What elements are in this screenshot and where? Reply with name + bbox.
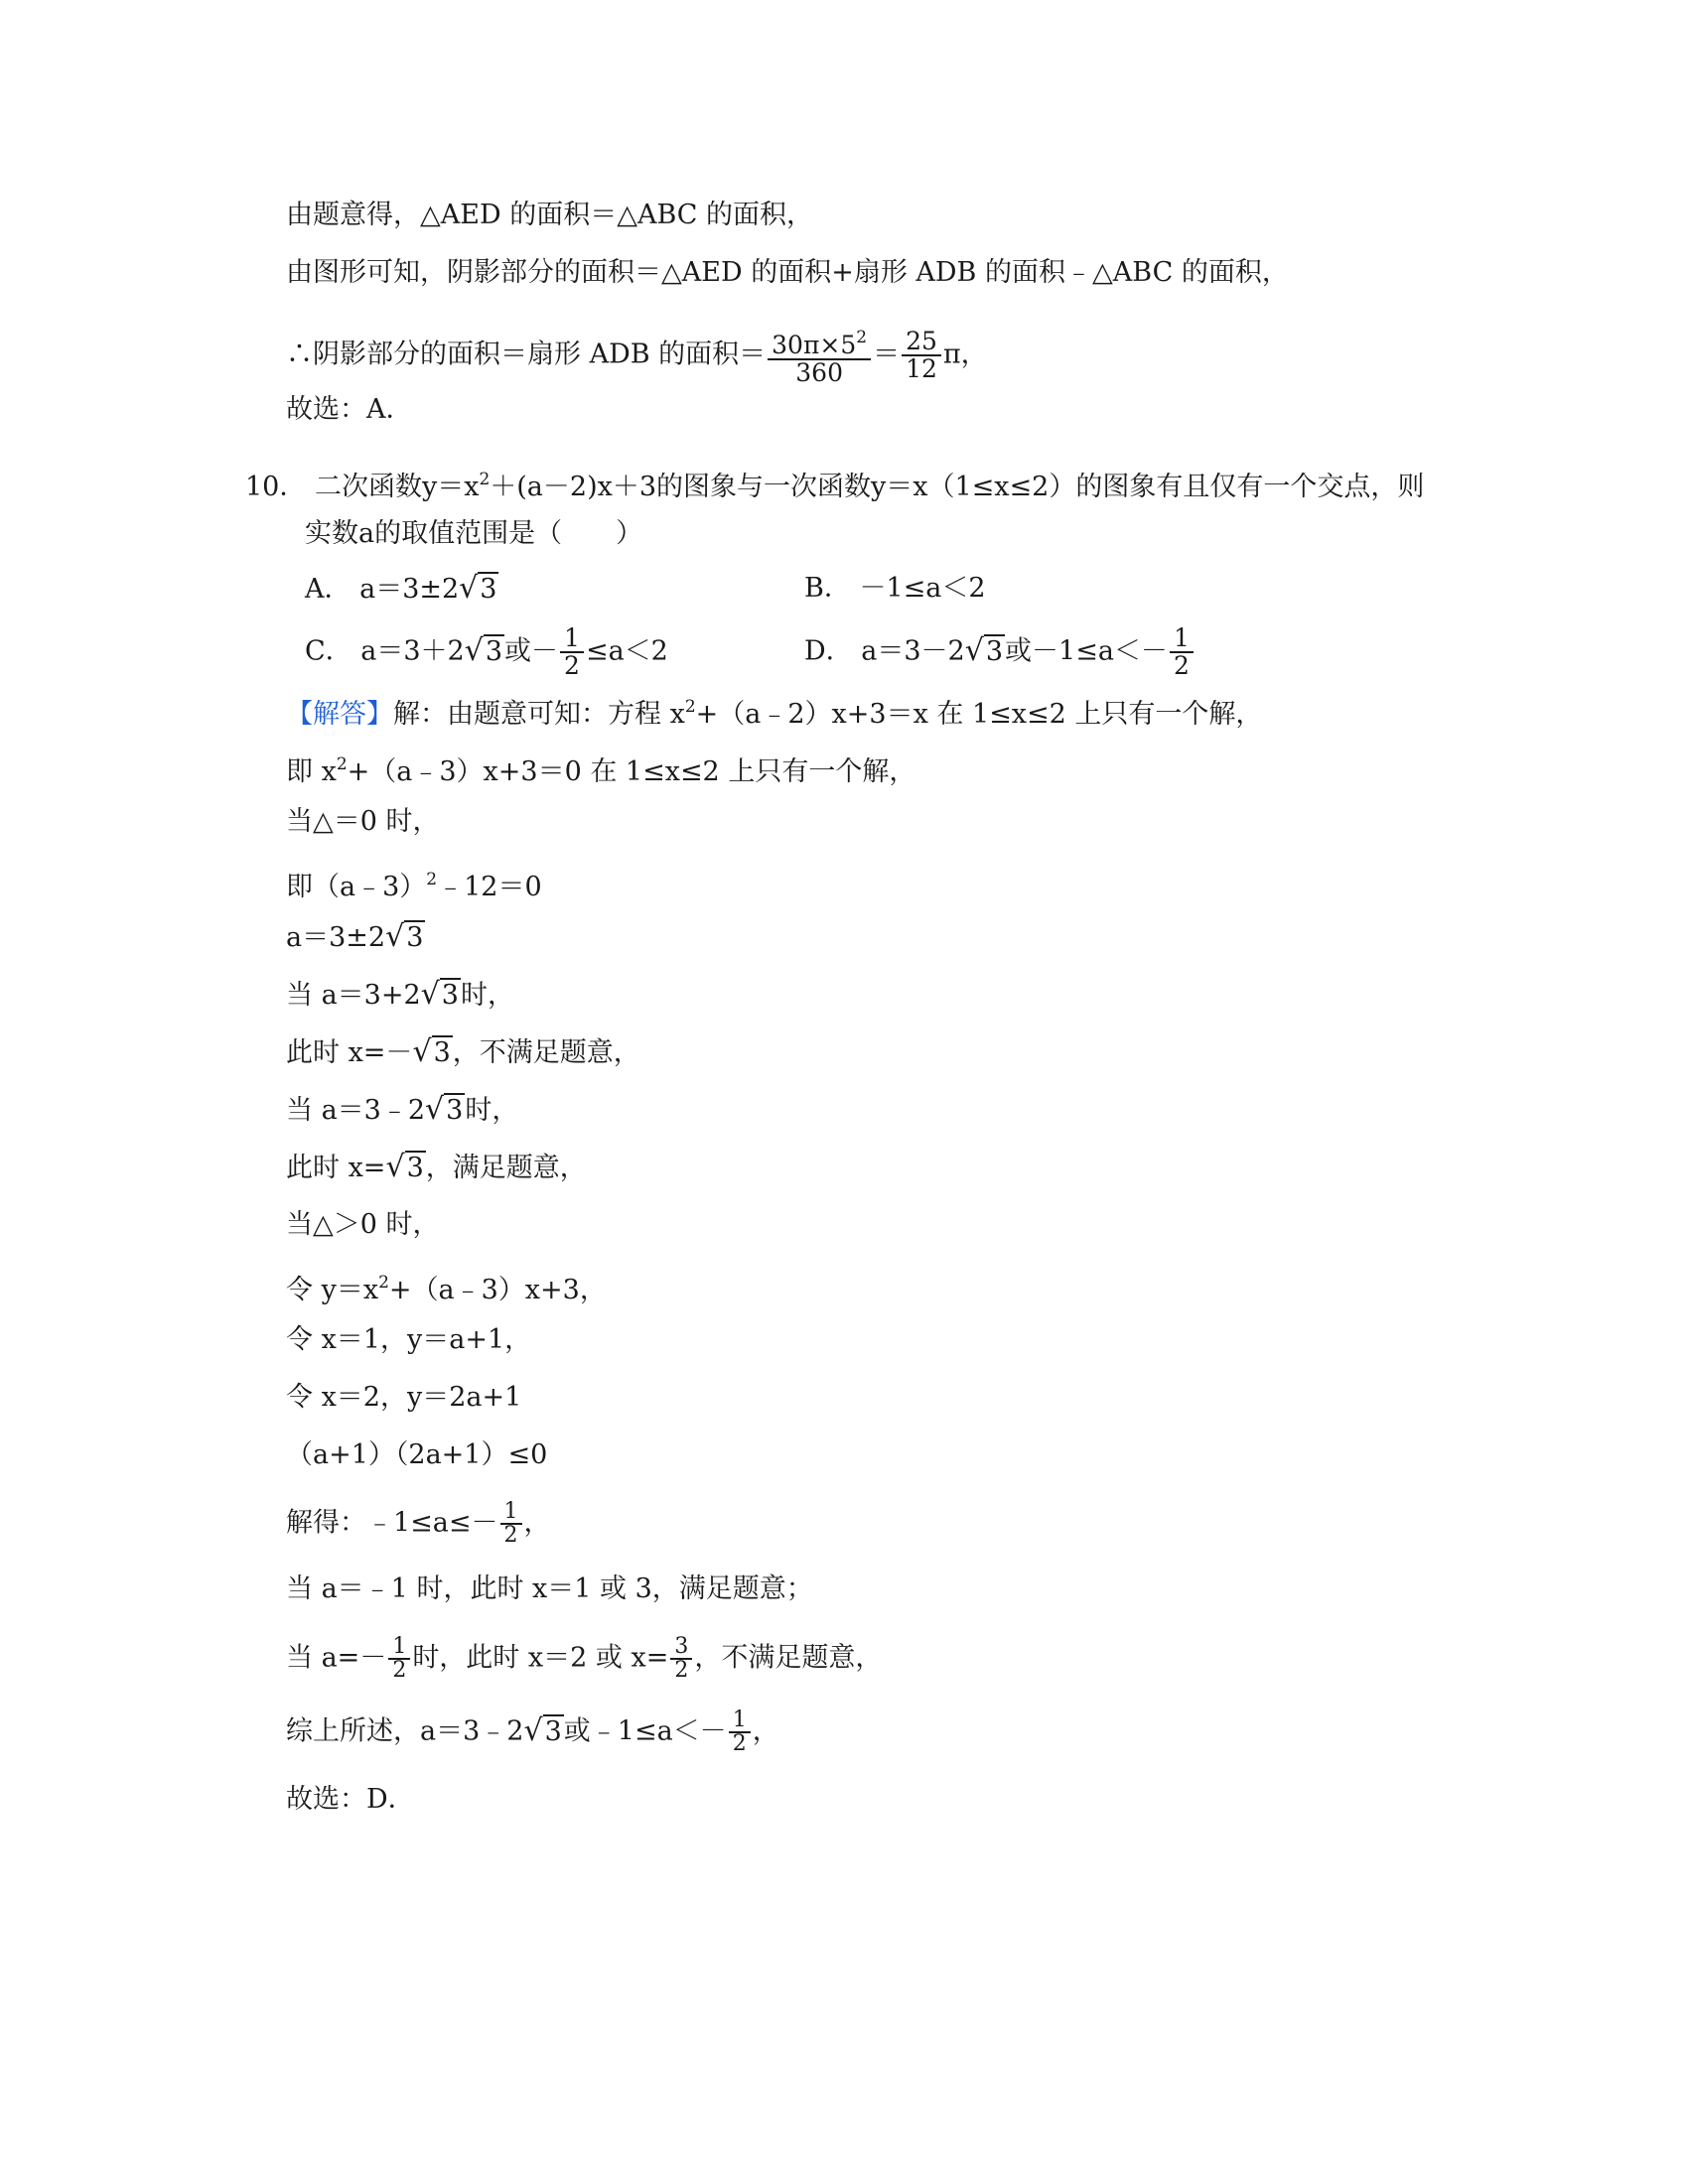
answer-line-1-part-b: +（a﹣2）x+3＝x 在 1≤x≤2 上只有一个解， xyxy=(695,699,1263,730)
prev-solution-line-2 xyxy=(286,253,1289,293)
answer-line-4-exponent: 2 xyxy=(426,870,438,889)
prev-solution-line-4 xyxy=(286,390,413,430)
result-fraction-denominator: 12 xyxy=(906,354,937,383)
answer-line-9 xyxy=(286,1148,587,1188)
option-d-fraction-numerator: 1 xyxy=(1170,625,1194,653)
question-stem-line-1 xyxy=(245,460,1424,507)
answer-line-15-part-b: ， xyxy=(523,1507,551,1539)
question-stem-line-2 xyxy=(305,514,642,554)
option-d xyxy=(804,625,1196,679)
answer-line-12-text: 令 x＝1，y＝a+1， xyxy=(286,1324,532,1355)
option-d-radicand: 3 xyxy=(985,635,1004,667)
option-a-label: A． xyxy=(305,574,352,605)
option-c-mid: 或－ xyxy=(504,635,559,667)
answer-line-8-part-b: 时， xyxy=(465,1095,519,1126)
answer-line-4 xyxy=(286,860,542,907)
answer-line-17-fraction-1 xyxy=(388,1636,410,1682)
answer-line-18-part-c: ， xyxy=(752,1715,779,1747)
answer-line-7-radicand: 3 xyxy=(433,1037,451,1068)
answer-line-18-fraction xyxy=(729,1709,751,1755)
prev-line-2-text: 由图形可知，阴影部分的面积＝△AED 的面积+扇形 ADB 的面积﹣△ABC 的面积， xyxy=(286,257,1289,288)
answer-line-15-part-a: 解得：﹣1≤a≤－ xyxy=(286,1507,498,1539)
option-b xyxy=(804,569,986,609)
result-fraction-numerator: 25 xyxy=(902,329,941,356)
question-stem-line-2-text: 实数a的取值范围是（ ） xyxy=(305,518,643,549)
answer-line-17-fraction-2 xyxy=(670,1636,692,1682)
question-number: 10． xyxy=(245,472,307,502)
option-c-label: C． xyxy=(305,635,352,667)
answer-line-2-part-b: +（a﹣3）x+3＝0 在 1≤x≤2 上只有一个解， xyxy=(347,756,916,787)
answer-line-7-part-b: ，不满足题意， xyxy=(452,1037,640,1068)
question-stem-part-1: 二次函数y＝x xyxy=(314,472,480,502)
answer-line-18 xyxy=(286,1709,779,1755)
equals-sign: ＝ xyxy=(873,339,901,370)
answer-line-8-radicand: 3 xyxy=(446,1095,464,1126)
area-fraction xyxy=(768,325,871,386)
answer-line-6-radicand: 3 xyxy=(441,980,459,1011)
area-fraction-denominator: 360 xyxy=(795,358,843,387)
answer-line-2-part-a: 即 x xyxy=(286,756,337,787)
answer-line-17-part-b: 时，此时 x＝2 或 x= xyxy=(412,1642,669,1674)
answer-line-14 xyxy=(286,1435,547,1475)
answer-line-8-sqrt: √3 xyxy=(425,1092,464,1127)
answer-line-9-sqrt: √3 xyxy=(385,1150,424,1184)
answer-line-17-part-a: 当 a=－ xyxy=(286,1642,387,1674)
answer-line-17-fraction-1-denominator: 2 xyxy=(392,1658,407,1683)
option-c-sqrt: √3 xyxy=(464,632,503,668)
answer-line-12 xyxy=(286,1320,531,1360)
prev-line-1-text: 由题意得，△AED 的面积＝△ABC 的面积， xyxy=(286,200,814,230)
option-c xyxy=(305,625,668,679)
answer-line-13-text: 令 x＝2，y＝2a+1 xyxy=(286,1382,522,1413)
prev-line-3-prefix: ∴阴影部分的面积＝扇形 ADB 的面积＝ xyxy=(286,339,767,370)
question-stem-part-2: ＋(a－2)x＋3的图象与一次函数y＝x（1≤x≤2）的图象有且仅有一个交点，则 xyxy=(490,472,1425,502)
answer-line-9-part-b: ，满足题意， xyxy=(425,1153,587,1183)
answer-line-6-part-a: 当 a＝3+2 xyxy=(286,980,421,1011)
answer-line-17-fraction-2-numerator: 3 xyxy=(670,1636,692,1660)
answer-line-16-text: 当 a＝﹣1 时，此时 x＝1 或 3，满足题意； xyxy=(286,1573,813,1604)
answer-line-10-text: 当△＞0 时， xyxy=(286,1209,440,1240)
option-c-prefix: a＝3＋2 xyxy=(360,635,465,667)
answer-line-1-part-a: 解：由题意可知：方程 x xyxy=(393,699,685,730)
answer-line-15-fraction xyxy=(500,1501,522,1547)
option-c-radicand: 3 xyxy=(485,635,503,667)
prev-solution-line-1 xyxy=(286,196,813,235)
answer-line-4-part-b: ﹣12＝0 xyxy=(437,872,542,902)
answer-line-11-exponent: 2 xyxy=(378,1273,389,1293)
answer-line-15-fraction-numerator: 1 xyxy=(500,1501,522,1525)
area-fraction-exponent: 2 xyxy=(856,328,868,347)
option-b-label: B． xyxy=(804,573,851,604)
answer-line-8-part-a: 当 a＝3﹣2 xyxy=(286,1095,426,1126)
option-a-prefix: a＝3±2 xyxy=(359,574,460,605)
option-a xyxy=(305,569,498,610)
answer-line-11-part-a: 令 y＝x xyxy=(286,1275,379,1305)
answer-line-5-part-a: a＝3±2 xyxy=(286,922,386,953)
option-d-label: D． xyxy=(804,635,853,667)
answer-line-16 xyxy=(286,1570,813,1609)
prev-answer-choice: 故选：A． xyxy=(286,394,413,425)
answer-line-6 xyxy=(286,975,514,1016)
answer-line-18-sqrt: √3 xyxy=(523,1712,562,1748)
option-b-text: －1≤a＜2 xyxy=(859,573,986,604)
question-stem-exponent: 2 xyxy=(479,470,491,489)
answer-line-1 xyxy=(286,687,1262,735)
answer-line-7 xyxy=(286,1032,640,1073)
option-d-mid: 或－1≤a＜－ xyxy=(1005,635,1168,667)
answer-line-4-part-a: 即（a﹣3） xyxy=(286,872,427,902)
answer-line-11 xyxy=(286,1263,607,1310)
answer-line-17-fraction-2-denominator: 2 xyxy=(674,1658,689,1683)
option-c-fraction-denominator: 2 xyxy=(564,651,580,680)
answer-line-17 xyxy=(286,1636,882,1682)
answer-line-7-sqrt: √3 xyxy=(412,1034,451,1069)
option-d-prefix: a＝3－2 xyxy=(861,635,965,667)
answer-line-17-fraction-1-numerator: 1 xyxy=(388,1636,410,1660)
prev-solution-line-3 xyxy=(286,325,988,386)
area-fraction-numerator: 30π×5 xyxy=(772,331,857,359)
answer-line-14-text: （a+1）（2a+1）≤0 xyxy=(286,1439,548,1470)
answer-line-2-exponent: 2 xyxy=(336,754,348,774)
option-d-fraction-denominator: 2 xyxy=(1173,651,1190,680)
answer-line-5 xyxy=(286,917,425,958)
answer-line-18-part-b: 或﹣1≤a＜－ xyxy=(563,1715,727,1747)
option-a-radicand: 3 xyxy=(480,574,497,605)
answer-final-choice: 故选：D． xyxy=(286,1784,415,1815)
answer-line-11-part-b: +（a﹣3）x+3， xyxy=(388,1275,607,1305)
option-d-sqrt: √3 xyxy=(964,632,1004,668)
option-a-sqrt: √3 xyxy=(459,571,497,606)
answer-line-6-part-b: 时， xyxy=(460,980,514,1011)
answer-line-15-fraction-denominator: 2 xyxy=(503,1523,518,1548)
result-fraction xyxy=(902,329,941,382)
answer-line-5-radicand: 3 xyxy=(406,922,424,953)
answer-tag: 【解答】 xyxy=(286,699,393,730)
answer-line-3 xyxy=(286,802,440,842)
answer-line-19 xyxy=(286,1780,415,1820)
answer-line-3-text: 当△＝0 时， xyxy=(286,806,440,837)
answer-line-18-radicand: 3 xyxy=(544,1715,562,1747)
answer-line-17-part-c: ，不满足题意， xyxy=(694,1642,883,1674)
answer-line-9-part-a: 此时 x= xyxy=(286,1153,386,1183)
option-c-fraction-numerator: 1 xyxy=(560,625,584,653)
answer-line-18-fraction-numerator: 1 xyxy=(729,1709,751,1733)
answer-line-18-fraction-denominator: 2 xyxy=(732,1731,747,1756)
answer-line-5-sqrt: √3 xyxy=(385,919,424,954)
answer-line-8 xyxy=(286,1090,518,1131)
answer-line-6-sqrt: √3 xyxy=(420,977,459,1012)
answer-line-2 xyxy=(286,745,915,792)
answer-line-10 xyxy=(286,1205,440,1245)
prev-line-3-suffix: π， xyxy=(942,339,988,370)
answer-line-1-exponent: 2 xyxy=(684,697,696,717)
answer-line-7-part-a: 此时 x=－ xyxy=(286,1037,413,1068)
option-d-fraction xyxy=(1170,625,1194,679)
answer-line-13 xyxy=(286,1378,521,1418)
answer-line-9-radicand: 3 xyxy=(406,1153,424,1183)
option-c-suffix: ≤a＜2 xyxy=(585,635,668,667)
answer-line-15 xyxy=(286,1501,551,1547)
option-c-fraction xyxy=(560,625,584,679)
answer-line-18-part-a: 综上所述，a＝3﹣2 xyxy=(286,1715,524,1747)
